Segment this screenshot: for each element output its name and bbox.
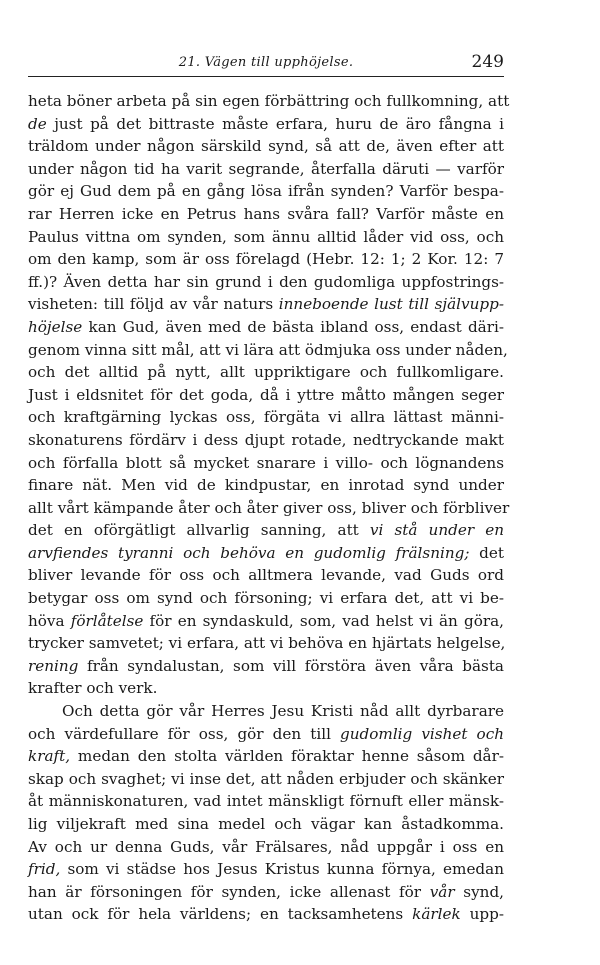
emphasis-text: gudomlig vishet och	[340, 724, 504, 743]
text-run: han är försoningen för synden, icke allenast för	[28, 882, 430, 901]
text-run: under någon tid ha varit segrande, återfalla däruti — varför	[28, 159, 504, 178]
text-run: som vi städse hos Jesus Kristus kunna förnya, emedan	[60, 860, 504, 879]
text-run: Paulus vittna om synden, som ännu alltid låder vid oss, och	[28, 227, 504, 246]
emphasis-text: rening	[28, 656, 79, 675]
emphasis-text: frid,	[28, 860, 61, 879]
text-run: kan Gud, även med de bästa ibland oss, endast däri-	[82, 317, 504, 336]
text-line	[28, 316, 504, 339]
text-run: ff.)? Även detta har sin grund i den gudomliga uppfostrings-	[28, 272, 504, 291]
text-run: skap och svaghet; vi inse det, att nåden erbjuder och skänker	[28, 769, 504, 788]
text-run: och kraftgärning lyckas oss, förgäta vi allra lättast männi-	[28, 408, 504, 427]
text-line	[28, 723, 504, 746]
text-line	[28, 790, 504, 813]
emphasis-text: de	[28, 114, 47, 133]
text-run: träldom under någon särskild synd, så att de, även efter att	[28, 137, 504, 156]
text-line	[28, 519, 504, 542]
text-line	[28, 248, 504, 271]
emphasis-text: inneboende lust till självupp-	[278, 295, 504, 314]
text-run: utan ock för hela världens; en tacksamhetens	[28, 905, 413, 924]
text-line	[28, 768, 504, 791]
text-run: det	[469, 543, 504, 562]
text-run: om den kamp, som är oss förelagd (Hebr. 12: 1; 2 Kor. 12: 7	[28, 250, 504, 269]
text-line	[28, 293, 504, 316]
text-run: Just i eldsnitet för det goda, då i yttre måtto mången seger	[28, 385, 504, 404]
text-line	[28, 587, 504, 610]
text-line	[28, 745, 504, 768]
emphasis-text: kraft,	[28, 747, 71, 766]
text-line	[28, 858, 504, 881]
text-run: Av och ur denna Guds, vår Frälsares, nåd uppgår i oss en	[28, 837, 504, 856]
text-line	[28, 497, 510, 520]
text-run: upp-	[460, 905, 504, 924]
text-line	[28, 632, 504, 655]
text-line	[28, 474, 504, 497]
text-line	[28, 700, 504, 723]
text-line	[28, 677, 504, 700]
emphasis-text: vi stå under en	[369, 521, 504, 540]
emphasis-text: förlåtelse	[70, 611, 144, 630]
text-line	[28, 429, 504, 452]
text-line	[28, 903, 504, 926]
text-run: höva	[28, 611, 71, 630]
text-line	[28, 452, 504, 475]
text-line	[28, 836, 504, 859]
text-run: och det alltid på nytt, allt uppriktigare och fullkomligare.	[28, 363, 504, 382]
text-run: trycker samvetet; vi erfara, att vi behöva en hjärtats helgelse,	[28, 634, 506, 653]
emphasis-text: arvfiendes tyranni och behöva en gudomlig frälsning;	[28, 543, 470, 562]
emphasis-text: kärlek	[412, 905, 461, 924]
text-run: visheten: till följd av vår naturs	[28, 295, 279, 314]
text-run: skonaturens fördärv i dess djupt rotade, nedtryckande makt	[28, 430, 504, 449]
text-line	[28, 339, 508, 362]
text-line	[28, 564, 504, 587]
text-run: för en syndaskuld, som, vad helst vi än göra,	[143, 611, 504, 630]
text-run: betygar oss om synd och försoning; vi erfara det, att vi be-	[28, 589, 504, 608]
text-run: allt vårt kämpande åter och åter giver oss, bliver och förbliver	[28, 498, 510, 517]
text-run: synd,	[454, 882, 504, 901]
text-run: rar Herren icke en Petrus hans svåra fall? Varför måste en	[28, 204, 504, 223]
text-run: just på det bittraste måste erfara, huru de äro fångna i	[46, 114, 504, 133]
text-line	[28, 610, 504, 633]
running-header	[28, 52, 504, 77]
text-run: från syndalustan, som vill förstöra även våra bästa	[78, 656, 504, 675]
text-run: och värdefullare för oss, gör den till	[28, 724, 341, 743]
text-line	[28, 135, 504, 158]
text-line	[28, 813, 504, 836]
page-number: 249	[471, 52, 504, 72]
text-run: krafter och verk.	[28, 679, 158, 698]
text-line	[28, 226, 504, 249]
text-line	[28, 271, 504, 294]
body-text	[28, 90, 510, 926]
text-run: genom vinna sitt mål, att vi lära att ödmjuka oss under nåden,	[28, 340, 508, 359]
text-line	[28, 180, 504, 203]
text-line	[28, 90, 510, 113]
text-run: lig viljekraft med sina medel och vägar kan åstadkomma.	[28, 815, 504, 833]
text-line	[28, 406, 504, 429]
chapter-title: 21. Vägen till upphöjelse.	[178, 55, 354, 70]
text-run: gör ej Gud dem på en gång lösa ifrån synden? Varför bespa-	[28, 182, 504, 201]
text-run: det en oförgätligt allvarlig sanning, att	[28, 521, 370, 540]
text-run: heta böner arbeta på sin egen förbättring och fullkomning, att	[28, 92, 510, 110]
text-run: bliver levande för oss och alltmera levande, vad Guds ord	[28, 566, 504, 585]
text-line	[28, 158, 504, 181]
text-line	[28, 203, 504, 226]
text-run: finare nät. Men vid de kindpustar, en inrotad synd under	[28, 476, 504, 495]
text-line	[28, 361, 504, 384]
text-run: och förfalla blott så mycket snarare i villo- och lögnandens	[28, 453, 504, 472]
text-line	[28, 881, 504, 904]
emphasis-text: höjelse	[28, 317, 83, 336]
text-line	[28, 655, 504, 678]
text-line	[28, 542, 504, 565]
emphasis-text: vår	[429, 882, 455, 901]
text-line	[28, 113, 504, 136]
text-line	[28, 384, 504, 407]
text-run: åt människonaturen, vad intet mänskligt förnuft eller mänsk-	[28, 792, 504, 811]
text-run: medan den stolta världen föraktar henne såsom dår-	[70, 747, 504, 766]
text-run: Och detta gör vår Herres Jesu Kristi nåd allt dyrbarare	[62, 702, 504, 721]
